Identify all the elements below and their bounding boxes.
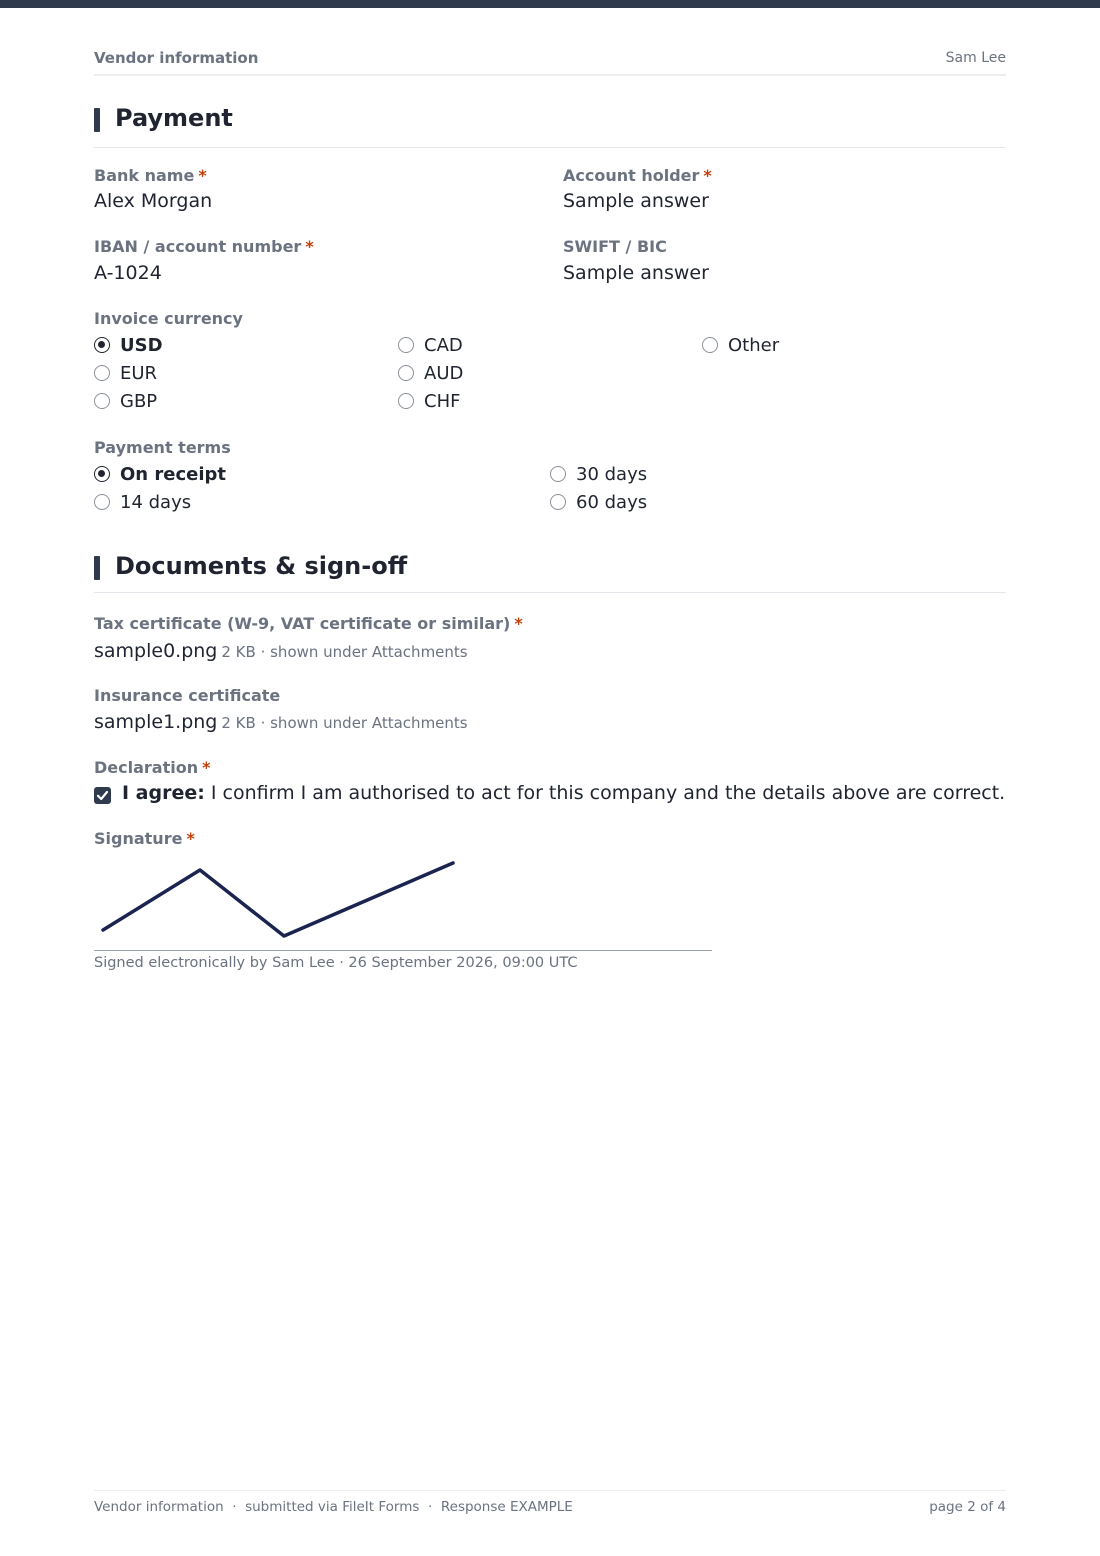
declaration-text: I agree: I confirm I am authorised to act for this company and the details above are correct.	[122, 782, 1006, 804]
required-marker: *	[198, 166, 207, 185]
page-number: page 2 of 4	[929, 1499, 1006, 1515]
signature-note: Signed electronically by Sam Lee · 26 September 2026, 09:00 UTC	[94, 955, 578, 971]
footer-info: Vendor information · submitted via FileIt Forms · Response EXAMPLE	[94, 1499, 573, 1515]
terms-option-14-days[interactable]: 14 days	[94, 490, 191, 514]
currency-option-chf[interactable]: CHF	[398, 389, 460, 413]
signature-label: Signature *	[94, 829, 195, 848]
form-title: Vendor information	[94, 49, 259, 67]
section-documents	[94, 552, 1006, 593]
required-marker: *	[514, 614, 523, 633]
account-holder-label: Account holder *	[563, 166, 712, 185]
bank-name-value[interactable]: Alex Morgan	[94, 190, 213, 212]
required-marker: *	[202, 758, 211, 777]
account-holder-value[interactable]: Sample answer	[563, 190, 709, 212]
terms-option-on-receipt[interactable]: On receipt	[94, 462, 226, 486]
section-title: Documents & sign-off	[115, 552, 408, 580]
invoice-currency-label: Invoice currency	[94, 309, 243, 328]
file-meta: 2 KB · shown under Attachments	[221, 643, 468, 661]
currency-option-cad[interactable]: CAD	[398, 333, 463, 357]
radio-icon[interactable]	[398, 337, 414, 353]
bank-name-label: Bank name *	[94, 166, 207, 185]
swift-value[interactable]: Sample answer	[563, 262, 709, 284]
radio-icon[interactable]	[550, 494, 566, 510]
file-name[interactable]: sample0.png	[94, 640, 218, 662]
currency-option-eur[interactable]: EUR	[94, 361, 157, 385]
declaration-label: Declaration *	[94, 758, 211, 777]
page-footer	[94, 1490, 1006, 1515]
tax-certificate-label: Tax certificate (W-9, VAT certificate or similar) *	[94, 614, 523, 633]
radio-icon[interactable]	[702, 337, 718, 353]
required-marker: *	[703, 166, 712, 185]
currency-option-gbp[interactable]: GBP	[94, 389, 157, 413]
agree-label: I agree:	[122, 782, 205, 804]
iban-label: IBAN / account number *	[94, 237, 314, 256]
terms-option-60-days[interactable]: 60 days	[550, 490, 647, 514]
section-payment	[94, 104, 1006, 148]
radio-checked-icon[interactable]	[94, 337, 110, 353]
header-user: Sam Lee	[945, 50, 1006, 66]
radio-icon[interactable]	[94, 494, 110, 510]
tax-certificate-file[interactable]	[94, 640, 468, 662]
insurance-certificate-label: Insurance certificate	[94, 686, 281, 705]
section-title: Payment	[115, 104, 233, 132]
checkmark-icon	[96, 789, 109, 802]
signature-box	[94, 855, 712, 951]
insurance-certificate-file[interactable]	[94, 711, 468, 733]
currency-option-other[interactable]: Other	[702, 333, 779, 357]
radio-icon[interactable]	[398, 365, 414, 381]
swift-label: SWIFT / BIC	[563, 237, 667, 256]
top-accent-bar	[0, 0, 1100, 8]
section-marker	[94, 108, 100, 132]
page-header	[94, 48, 1006, 76]
terms-option-30-days[interactable]: 30 days	[550, 462, 647, 486]
declaration-checkbox[interactable]	[94, 787, 111, 804]
currency-option-aud[interactable]: AUD	[398, 361, 463, 385]
required-marker: *	[186, 829, 195, 848]
radio-icon[interactable]	[94, 393, 110, 409]
file-name[interactable]: sample1.png	[94, 711, 218, 733]
radio-icon[interactable]	[550, 466, 566, 482]
radio-checked-icon[interactable]	[94, 466, 110, 482]
section-marker	[94, 556, 100, 580]
radio-icon[interactable]	[398, 393, 414, 409]
signature-drawing	[94, 855, 712, 951]
payment-terms-label: Payment terms	[94, 438, 231, 457]
required-marker: *	[305, 237, 314, 256]
currency-option-usd[interactable]: USD	[94, 333, 163, 357]
iban-value[interactable]: A-1024	[94, 262, 162, 284]
file-meta: 2 KB · shown under Attachments	[221, 714, 468, 732]
radio-icon[interactable]	[94, 365, 110, 381]
